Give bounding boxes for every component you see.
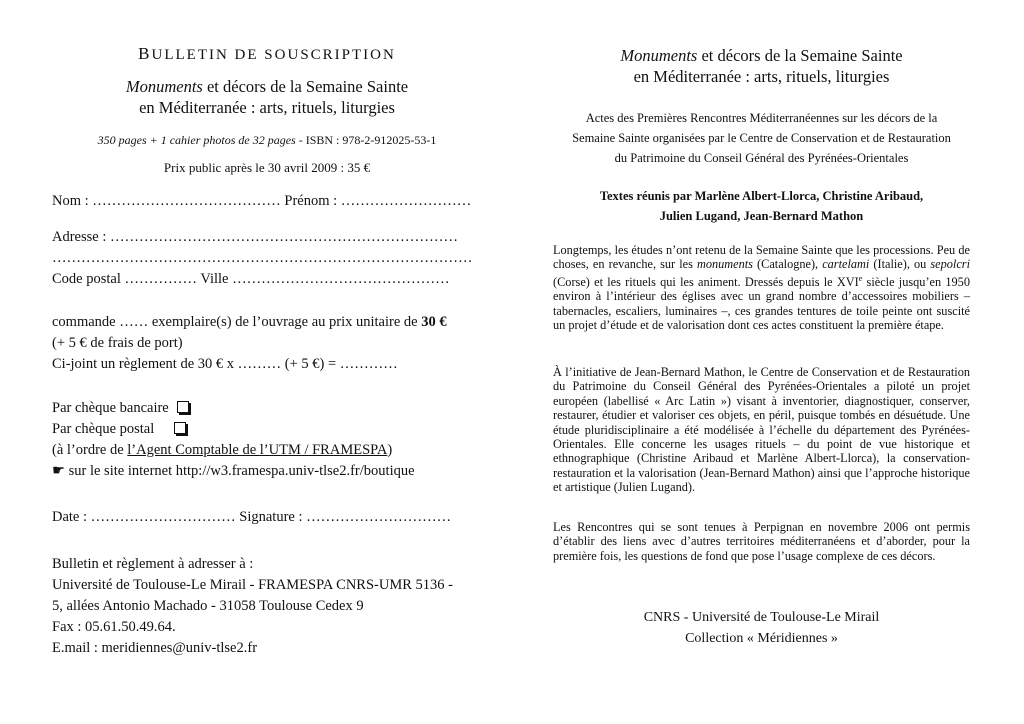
paragraph-2: À l’initiative de Jean-Bernard Mathon, le Centre de Conservation et de Restauration du Patrimoine du Conseil Général des Pyrénées-Orientales a piloté un projet européen (labellisé « Arc Latin ») visant à inventorier, diagnostiquer, conserver, restaurer, étudier et valoriser ces objets, en péril, puisque tombés en désuétude. Une étude pluridisciplinaire a été modélisée à l’échelle du département des Pyrénées-Orientales. Elle concerne les usages rituels – du point de vue historique et ethnographique (Christine Aribaud et Marlène Albert-Llorca), la conservation-restauration et la valorisation (Jean-Bernard Mathon) ainsi que l’approche historique et artistique (Julien Lugand).: [553, 365, 970, 495]
pages-isbn: 350 pages + 1 cahier photos de 32 pages - ISBN : 978-2-912025-53-1: [97, 133, 437, 147]
paragraph-1: Longtemps, les études n’ont retenu de la Semaine Sainte que les processions. Peu de choses, en revanche, sur les monuments (Catalogne), cartelami (Italie), ou sepolcri (Corse) et les rituels qui les animent. Dressés depuis le XVIe siècle jusqu’en 1950 environ à l’intérieur des églises avec un grand nombre d’accessoires mobiliers – tabernacles, escaliers, luminaires –, ces grandes tentures de toile peinte ont suscité un projet d’étude et de valorisation dont ces actes constituent la première étape.: [553, 243, 970, 333]
email-link[interactable]: E.mail : meridiennes@univ-tlse2.fr: [52, 640, 258, 656]
payment-block: Par chèque bancaire Par chèque postal (à l’ordre de l’Agent Comptable de l’UTM / FRAMESPA) ☛ sur le site internet http://w3.framespa.univ-tlse2.fr/boutique: [52, 398, 472, 482]
reglement-line[interactable]: Ci-joint un règlement de 30 € x ……… (+ 5 €) = …………: [52, 356, 398, 372]
right-book-title: Monuments et décors de la Semaine Sainte en Méditerranée : arts, rituels, liturgies: [620, 46, 903, 86]
cheque-postal-option[interactable]: Par chèque postal: [52, 419, 472, 440]
left-book-title: Monuments et décors de la Semaine Sainte en Méditerranée : arts, rituels, liturgies: [125, 77, 409, 117]
order-block: commande …… exemplaire(s) de l’ouvrage au prix unitaire de 30 € (+ 5 € de frais de port) Ci-joint un règlement de 30 € x ……… (+ 5 €) = …………: [52, 312, 472, 375]
editors: Textes réunis par Marlène Albert-Llorca, Christine Aribaud, Julien Lugand, Jean-Bernard Mathon: [599, 189, 924, 223]
adresse-field[interactable]: Adresse : ……………………………………………………………… …………………………………………………………………………… Code postal …………… Ville ………………………………………: [52, 227, 472, 290]
bulletin-heading: BULLETIN DE SOUSCRIPTION: [138, 44, 396, 63]
actes-description: Actes des Premières Rencontres Méditerranéennes sur les décors de la Semaine Sainte organisées par le Centre de Conservation et de Restauration du Patrimoine du Conseil Général des Pyrénées-Orientales: [572, 111, 951, 165]
code-ville-field[interactable]: Code postal …………… Ville ………………………………………: [52, 271, 450, 287]
nom-prenom-field[interactable]: Nom : ………………………………… Prénom : ………………………: [52, 193, 472, 209]
publisher-footer: CNRS - Université de Toulouse-Le Mirail Collection « Méridiennes »: [643, 610, 880, 646]
title-italic: Monuments: [125, 77, 203, 96]
paragraph-3: Les Rencontres qui se sont tenues à Perpignan en novembre 2006 ont permis d’établir des liens avec d’autres territoires méditerranéens et d’aborder, pour la première fois, les questions de fond que pose l’usage complexe de ces décors.: [553, 520, 970, 563]
commande-line[interactable]: commande …… exemplaire(s) de l’ouvrage au prix unitaire de 30 €: [52, 314, 447, 330]
price-info: Prix public après le 30 avril 2009 : 35 €: [163, 160, 371, 175]
cheque-bancaire-option[interactable]: Par chèque bancaire: [52, 398, 472, 419]
address-block: Bulletin et règlement à adresser à : Université de Toulouse-Le Mirail - FRAMESPA CNRS-UMR 5136 - 5, allées Antonio Machado - 31058 Toulouse Cedex 9 Fax : 05.61.50.49.64. E.mail : meridiennes@univ-tlse2.fr: [52, 554, 482, 659]
site-line[interactable]: ☛ sur le site internet http://w3.framespa.univ-tlse2.fr/boutique: [52, 461, 472, 482]
date-signature-field[interactable]: Date : ………………………… Signature : …………………………: [52, 509, 452, 525]
pointing-hand-icon: ☛: [52, 463, 65, 479]
checkbox-icon[interactable]: [174, 422, 186, 434]
checkbox-icon[interactable]: [177, 401, 189, 413]
